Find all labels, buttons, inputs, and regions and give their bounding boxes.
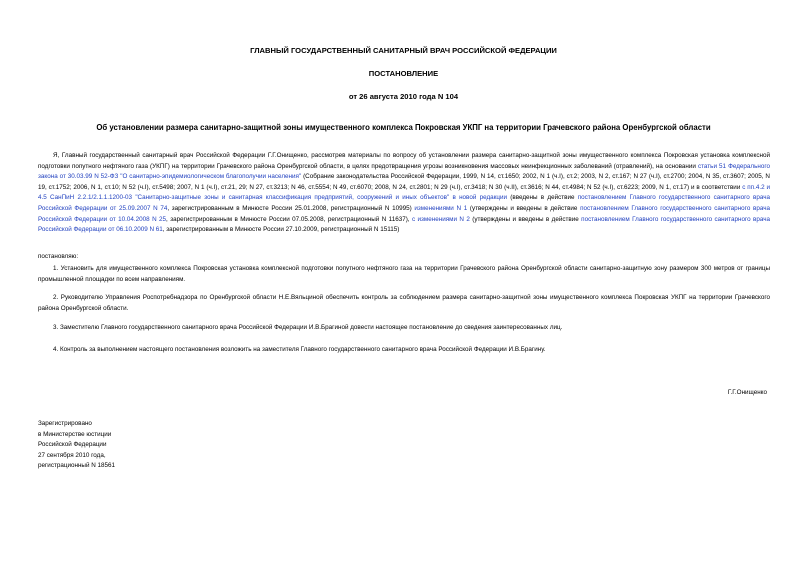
preamble-text: (Собрание законодательства Российской Федерации, 1999, N 14, ст.1650; 2002, N 1 (ч.I), ст.2; 2003, N 2, ст.167; N 27 (ч.I), ст.2700; 2004, N 35, ст.3607; 2005, N 19, ст.1752; 2006, N 1, ст.10; N 52 (ч.I), ст.5498; 2007, N 1 (ч.I), ст.21, 29; N 27, ст.3213; N 46, ст.5554; N 49, ст.6070; 2008, N 24, ст.2801; N 29 (ч.I), ст.3418; N 30 (ч.II), ст.3616; N 44, ст.4984; N 52 (ч.I), ст.6223; 2009, N 1, ст.17) и в соответствии [38,173,770,191]
document-date-number: от 26 августа 2010 года N 104 [348,92,459,101]
list-item: 4. Контроль за выполнением настоящего постановления возложить на заместителя Главного государственного санитарного врача Российской Федерации И.В.Брагину. [53,346,546,353]
link-law-article-51[interactable]: статьи 51 Федерального закона от 30.03.99 N 52-ФЗ "О санитарно-эпидемиологическом благополучии населения" [38,162,770,181]
issuing-authority: ГЛАВНЫЙ ГОСУДАРСТВЕННЫЙ САНИТАРНЫЙ ВРАЧ РОССИЙСКОЙ ФЕДЕРАЦИИ [250,46,557,55]
preamble-paragraph [38,151,770,236]
registration-line: Зарегистрировано [38,420,92,427]
link-resolution-74[interactable]: постановлением Главного государственного санитарного врача Российской Федерации от 25.09.2007 N 74 [38,194,770,212]
registration-line: регистрационный N 18561 [38,462,116,470]
signature: Г.Г.Онищенко [727,389,767,396]
link-resolution-61[interactable]: постановлением Главного государственного санитарного врача Российской Федерации от 06.10.2009 N 61 [38,215,770,234]
list-item: 2. Руководителю Управления Роспотребнадзора по Оренбургской области Н.Е.Вяльциной обеспечить контроль за соблюдением размера санитарно-защитной зоны имущественного комплекса Покровская УКПГ на территории Грачевского района Оренбургской области. [38,294,770,312]
preamble-text: , зарегистрированным в Минюсте России 25.01.2008, регистрационный N 10995) [167,204,415,212]
decree-word: постановляю: [38,253,79,260]
registration-line: 27 сентября 2010 года, [38,451,106,459]
registration-line: в Министерстве юстиции [38,430,112,438]
link-amendments-1[interactable]: изменениями N 1 [414,204,468,212]
link-sanpin[interactable]: с пп.4.2 и 4.5 СанПиН 2.2.1/2.1.1.1200-03 "Санитарно-защитные зоны и санитарная классификация предприятий, сооружений и иных объектов" в новой редакции [38,183,770,202]
registration-block [38,419,115,472]
preamble-text: (утверждены и введены в действие [469,215,582,223]
registration-line: Российской Федерации [38,441,107,449]
preamble-text: , зарегистрированным в Минюсте России 27.10.2009, регистрационный N 15115) [162,226,400,234]
preamble-text: (введены в действие [507,194,578,202]
link-amendments-2[interactable]: с изменениями N 2 [411,215,470,223]
preamble-text: , зарегистрированным в Минюсте России 07.05.2008, регистрационный N 11637), [166,215,412,223]
document-title: Об установлении размера санитарно-защитной зоны имущественного комплекса Покровская УКПГ на территории Грачевского района Оренбургской области [96,123,711,132]
document-type: ПОСТАНОВЛЕНИЕ [368,69,439,78]
link-resolution-25[interactable]: постановлением Главного государственного санитарного врача Российской Федерации от 10.04.2008 N 25 [38,204,770,223]
preamble-text: (утверждены и введены в действие [467,204,581,212]
preamble-text: Я, Главный государственный санитарный врач Российской Федерации Г.Г.Онищенко, рассмотрев материалы по вопросу об установлении размера санитарно-защитной зоны имущественного комплекса Покровская установка комплексной подготовки попутного нефтяного газа (УКПГ) на территории Грачевского района Оренбургской области, в целях предотвращения угрозы возникновения массовых неинфекционных заболеваний (отравлений), на основании [38,152,770,170]
list-item: 3. Заместителю Главного государственного санитарного врача Российской Федерации И.В.Брагиной довести настоящее постановление до сведения заинтересованных лиц. [53,324,563,331]
list-item: 1. Установить для имущественного комплекса Покровская установка комплексной подготовки попутного нефтяного газа на территории Грачевского района Оренбургской области санитарно-защитную зону размером 300 метров от границы промышленной площадки по всем направлениям. [38,265,770,283]
